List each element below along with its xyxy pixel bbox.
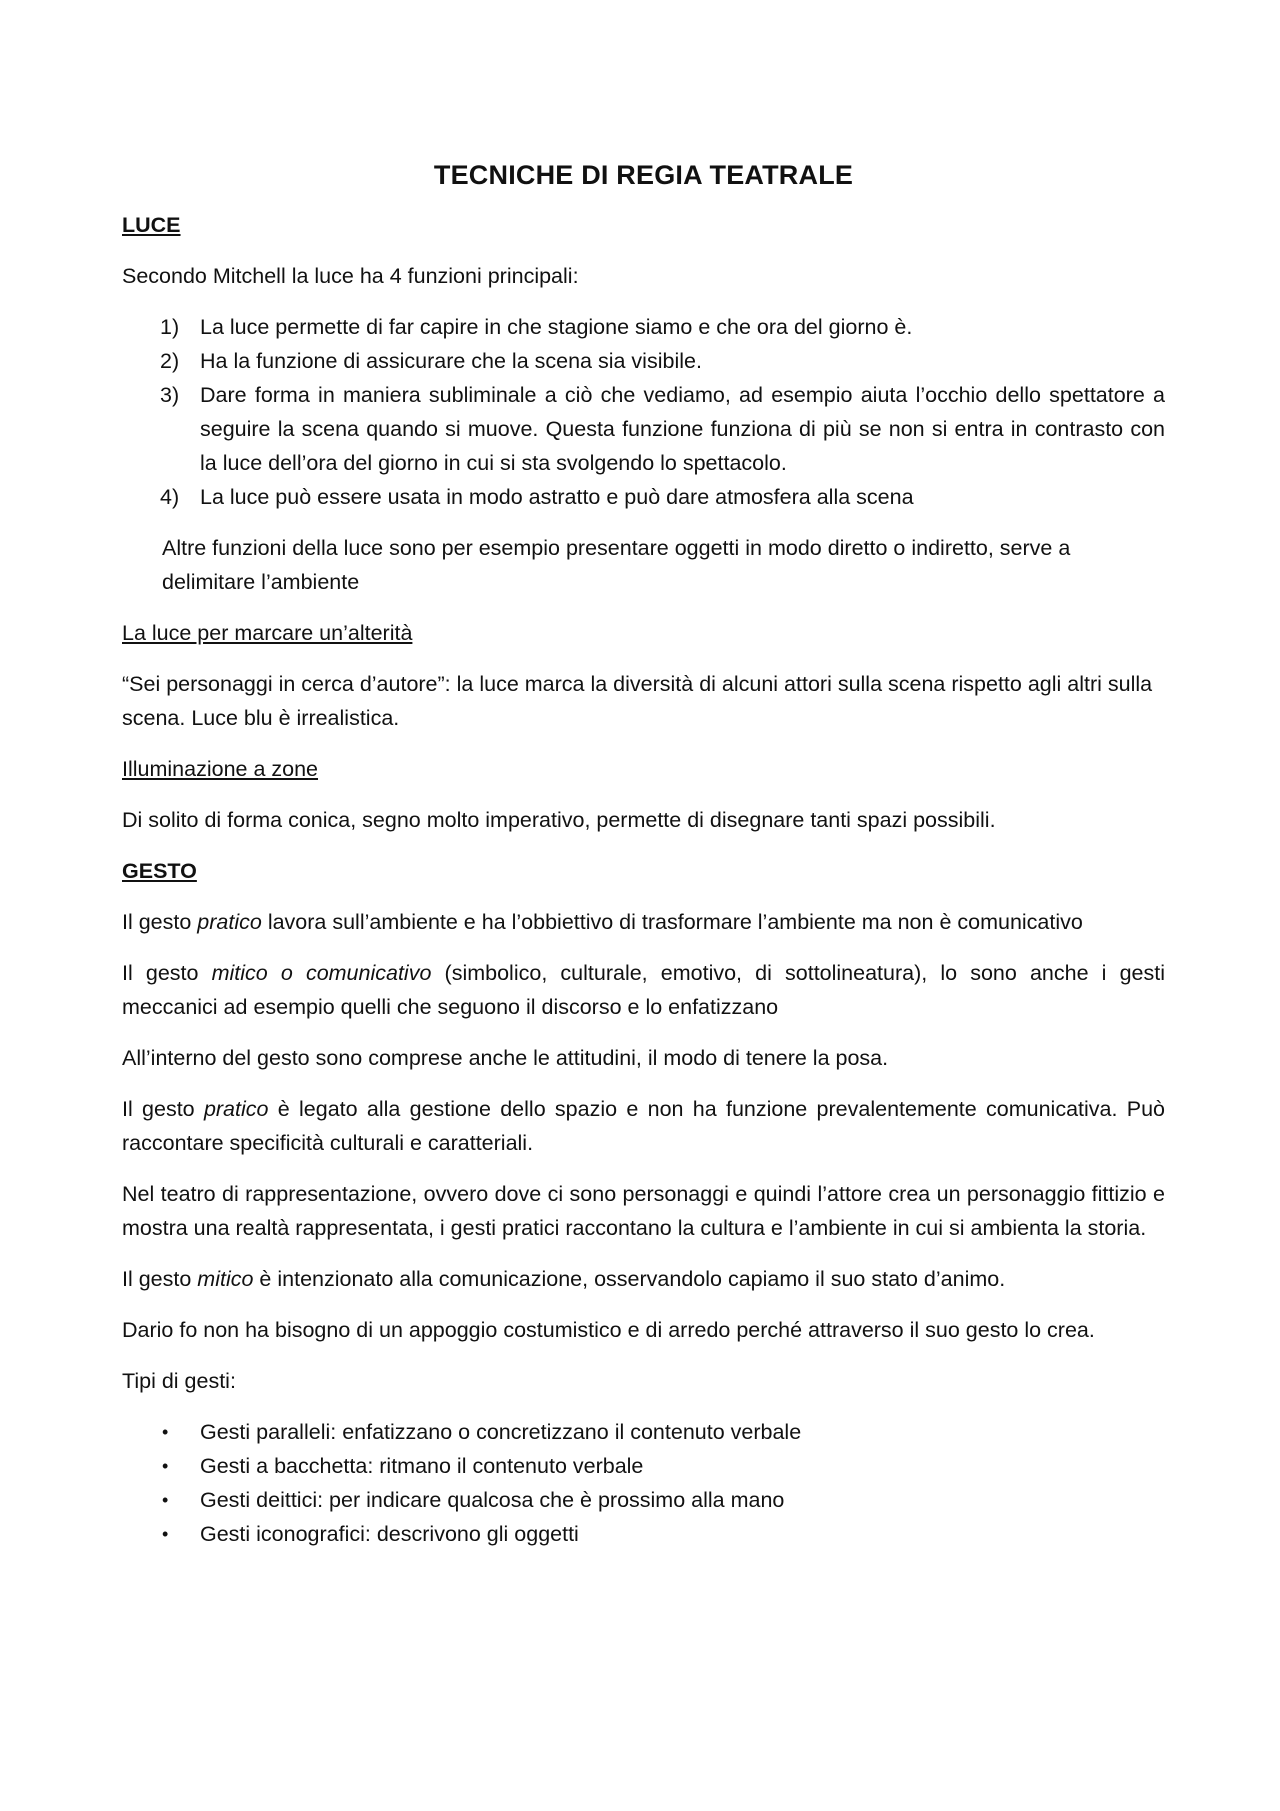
text-run: Il gesto (122, 910, 198, 934)
list-number: 1) (160, 315, 180, 339)
document-title: TECNICHE DI REGIA TEATRALE (433, 160, 854, 190)
text-run: Il gesto (122, 1267, 198, 1291)
list-item (160, 310, 1165, 344)
luce-other-functions: Altre funzioni della luce sono per esempio presentare oggetti in modo diretto o indiretto, serve a delimitare l’ambiente (162, 536, 1071, 594)
bullet-icon: • (162, 1422, 169, 1442)
italic-term: pratico (203, 1097, 269, 1121)
gesto-paragraph-5: Nel teatro di rappresentazione, ovvero dove ci sono personaggi e quindi l’attore crea un personaggio fittizio e mostra una realtà rappresentata, i gesti pratici raccontano la cultura e l’ambiente in cui si ambienta la storia. (122, 1182, 1165, 1240)
bullet-icon: • (162, 1524, 169, 1544)
text-run: (simbolico, culturale, emotivo, di sottolineatura), lo sono anche i gesti meccanici ad esempio quelli che seguono il discorso e lo enfatizzano (122, 961, 1165, 1019)
italic-term: mitico (197, 1267, 254, 1291)
subheading-zones: Illuminazione a zone (122, 757, 319, 781)
bullet-icon: • (162, 1490, 169, 1510)
list-number: 3) (160, 383, 180, 407)
text-run: Il gesto (122, 961, 212, 985)
gesto-paragraph-7: Dario fo non ha bisogno di un appoggio costumistico e di arredo perché attraverso il suo gesto lo crea. (122, 1318, 1095, 1342)
text-run: è intenzionato alla comunicazione, osservandolo capiamo il suo stato d’animo. (253, 1267, 1006, 1291)
list-item-text: Gesti iconografici: descrivono gli oggetti (200, 1522, 579, 1546)
bullet-icon: • (162, 1456, 169, 1476)
italic-term: mitico o comunicativo (211, 961, 432, 985)
list-item (162, 1415, 1165, 1449)
luce-functions-list (122, 310, 1165, 514)
list-item-text: Gesti paralleli: enfatizzano o concretizzano il contenuto verbale (200, 1420, 802, 1444)
section-heading-gesto: GESTO (122, 859, 197, 883)
list-item-text: La luce può essere usata in modo astratto e può dare atmosfera alla scena (200, 485, 914, 509)
alterity-paragraph: “Sei personaggi in cerca d’autore”: la luce marca la diversità di alcuni attori sulla scena rispetto agli altri sulla scena. Luce blu è irrealistica. (122, 672, 1153, 730)
section-heading-luce: LUCE (122, 213, 181, 237)
subheading-alterity: La luce per marcare un’alterità (122, 621, 413, 645)
list-item-text: Ha la funzione di assicurare che la scena sia visibile. (200, 349, 702, 373)
list-item-text: La luce permette di far capire in che stagione siamo e che ora del giorno è. (200, 315, 913, 339)
list-number: 2) (160, 349, 180, 373)
list-item (160, 344, 1165, 378)
list-item (160, 378, 1165, 480)
gesto-paragraph-2 (122, 956, 1165, 1024)
gesture-types-list (122, 1415, 1165, 1551)
list-number: 4) (160, 485, 180, 509)
gesto-paragraph-3: All’interno del gesto sono comprese anche le attitudini, il modo di tenere la posa. (122, 1046, 889, 1070)
list-item (160, 480, 1165, 514)
gesto-paragraph-1 (122, 905, 1165, 939)
list-item (162, 1483, 1165, 1517)
text-run: Il gesto (122, 1097, 204, 1121)
text-run: è legato alla gestione dello spazio e non ha funzione prevalentemente comunicativa. Può raccontare specificità culturali e caratteriali. (122, 1097, 1165, 1155)
gesto-paragraph-4 (122, 1092, 1165, 1160)
list-item-text: Dare forma in maniera subliminale a ciò che vediamo, ad esempio aiuta l’occhio dello spettatore a seguire la scena quando si muove. Questa funzione funziona di più se non si entra in contrasto con la luce dell’ora del giorno in cui si sta svolgendo lo spettacolo. (200, 383, 1165, 475)
gesto-paragraph-6 (122, 1262, 1165, 1296)
text-run: lavora sull’ambiente e ha l’obbiettivo di trasformare l’ambiente ma non è comunicativo (261, 910, 1083, 934)
list-item-text: Gesti a bacchetta: ritmano il contenuto verbale (200, 1454, 644, 1478)
zones-paragraph: Di solito di forma conica, segno molto imperativo, permette di disegnare tanti spazi possibili. (122, 808, 996, 832)
list-item (162, 1517, 1165, 1551)
list-item (162, 1449, 1165, 1483)
list-item-text: Gesti deittici: per indicare qualcosa che è prossimo alla mano (200, 1488, 785, 1512)
italic-term: pratico (197, 910, 262, 934)
gesture-types-intro: Tipi di gesti: (122, 1369, 236, 1393)
luce-intro: Secondo Mitchell la luce ha 4 funzioni principali: (122, 264, 579, 288)
